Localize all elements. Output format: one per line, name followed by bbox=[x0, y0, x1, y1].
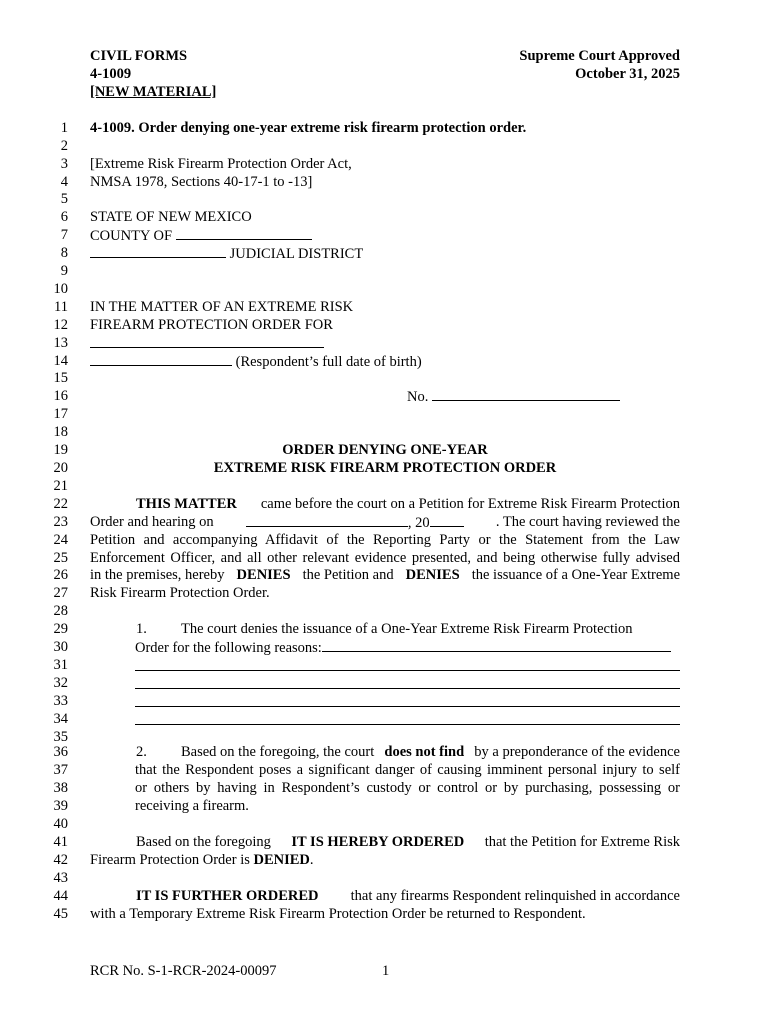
form-title: 4-1009. Order denying one-year extreme risk firearm protection order. bbox=[90, 120, 527, 136]
line-number: 20 bbox=[53, 460, 68, 476]
line-number: 24 bbox=[53, 532, 68, 548]
paragraph-1-line-1 bbox=[90, 495, 680, 513]
line-number: 12 bbox=[53, 317, 68, 333]
county-caption bbox=[90, 226, 312, 245]
forms-category: CIVIL FORMS bbox=[90, 48, 188, 64]
line-number: 34 bbox=[53, 711, 68, 727]
dob-label: (Respondent’s full date of birth) bbox=[235, 354, 422, 370]
line-number: 4 bbox=[60, 174, 68, 190]
line-number: 3 bbox=[60, 156, 68, 172]
reasons-blank-1[interactable] bbox=[322, 638, 671, 652]
p3-text-a: Based on the foregoing bbox=[136, 834, 271, 850]
line-number: 8 bbox=[60, 245, 68, 261]
further-ordered-bold: IT IS FURTHER ORDERED bbox=[136, 888, 319, 904]
case-number-blank[interactable] bbox=[432, 387, 620, 401]
line-number: 13 bbox=[53, 335, 68, 351]
denies-bold-1: DENIES bbox=[236, 567, 291, 583]
line-number: 32 bbox=[53, 675, 68, 691]
p1-text-e: the issuance of a One-Year Extreme bbox=[471, 567, 680, 583]
item-2-line-4: receiving a firearm. bbox=[135, 798, 249, 814]
denies-bold-2: DENIES bbox=[405, 567, 460, 583]
case-number-line bbox=[407, 387, 620, 406]
item-2-line-3: or others by having in Respondent’s custody or control or by purchasing, possessing or bbox=[135, 780, 680, 796]
paragraph-4-line-1 bbox=[136, 887, 680, 905]
line-number: 5 bbox=[60, 191, 68, 207]
county-label: COUNTY OF bbox=[90, 228, 173, 244]
hearing-year-blank[interactable] bbox=[430, 513, 464, 527]
approval-label: Supreme Court Approved bbox=[519, 48, 680, 64]
reasons-blank-4[interactable] bbox=[135, 705, 680, 707]
case-number-label: No. bbox=[407, 389, 429, 405]
line-number: 26 bbox=[53, 567, 68, 583]
matter-line-2: FIREARM PROTECTION ORDER FOR bbox=[90, 317, 333, 333]
rule-number: RCR No. S-1-RCR-2024-00097 bbox=[90, 963, 277, 979]
reasons-blank-3[interactable] bbox=[135, 687, 680, 689]
line-number: 21 bbox=[53, 478, 68, 494]
line-number: 41 bbox=[53, 834, 68, 850]
line-number: 23 bbox=[53, 514, 68, 530]
line-number: 31 bbox=[53, 657, 68, 673]
line-number: 7 bbox=[60, 227, 68, 243]
hereby-ordered-bold: IT IS HEREBY ORDERED bbox=[291, 834, 465, 850]
line-number: 29 bbox=[53, 621, 68, 637]
p3-text-d: Firearm Protection Order is bbox=[90, 852, 250, 868]
line-number: 38 bbox=[53, 780, 68, 796]
state-caption: STATE OF NEW MEXICO bbox=[90, 209, 252, 225]
item-1-number: 1. bbox=[136, 621, 147, 637]
paragraph-1-text-2: . The court having reviewed the bbox=[495, 514, 680, 530]
line-number: 25 bbox=[53, 550, 68, 566]
p4-text-b: that any firearms Respondent relinquished in accordance bbox=[350, 888, 680, 904]
citation-line-1: [Extreme Risk Firearm Protection Order Act, bbox=[90, 156, 352, 172]
line-number: 11 bbox=[54, 299, 68, 315]
line-number: 28 bbox=[53, 603, 68, 619]
item-2-line-2: that the Respondent poses a significant danger of causing imminent personal injury to self bbox=[135, 762, 680, 778]
line-number: 27 bbox=[53, 585, 68, 601]
line-number: 43 bbox=[53, 870, 68, 886]
line-number: 16 bbox=[53, 388, 68, 404]
paragraph-1-line-2 bbox=[90, 513, 680, 532]
hearing-date-blank[interactable] bbox=[246, 513, 408, 527]
line-number: 33 bbox=[53, 693, 68, 709]
item-2-text-c: by a preponderance of the evidence bbox=[474, 744, 680, 760]
paragraph-3-line-2 bbox=[90, 851, 314, 869]
year-prefix: , 20 bbox=[407, 515, 430, 531]
line-number: 35 bbox=[53, 729, 68, 745]
line-number: 22 bbox=[53, 496, 68, 512]
form-header-left bbox=[90, 47, 216, 101]
line-number: 40 bbox=[53, 816, 68, 832]
order-title-line-1: ORDER DENYING ONE-YEAR bbox=[282, 442, 488, 458]
form-header-right bbox=[460, 47, 680, 83]
line-number: 14 bbox=[53, 353, 68, 369]
item-1-line-2 bbox=[135, 638, 671, 657]
line-number: 10 bbox=[53, 281, 68, 297]
district-caption bbox=[90, 244, 363, 263]
county-blank[interactable] bbox=[176, 226, 312, 240]
line-number: 17 bbox=[53, 406, 68, 422]
item-2-text-a: Based on the foregoing, the court bbox=[181, 744, 375, 760]
denied-bold: DENIED bbox=[253, 852, 310, 868]
p1-text-c: the Petition and bbox=[302, 567, 394, 583]
does-not-find-bold: does not find bbox=[384, 744, 465, 760]
line-number: 9 bbox=[60, 263, 68, 279]
line-number: 18 bbox=[53, 424, 68, 440]
p3-period: . bbox=[309, 852, 314, 868]
form-number: 4-1009 bbox=[90, 66, 132, 82]
paragraph-1-line-5 bbox=[90, 566, 680, 584]
paragraph-1-line-3: Petition and accompanying Affidavit of the Reporting Party or the Statement from the Law bbox=[90, 532, 680, 548]
line-number: 15 bbox=[53, 370, 68, 386]
line-number: 37 bbox=[53, 762, 68, 778]
line-number: 6 bbox=[60, 209, 68, 225]
hearing-date-group bbox=[246, 513, 464, 532]
hearing-label: Order and hearing on bbox=[90, 514, 214, 530]
line-number: 42 bbox=[53, 852, 68, 868]
line-number: 39 bbox=[53, 798, 68, 814]
page-number: 1 bbox=[382, 963, 390, 979]
line-number: 2 bbox=[60, 138, 68, 154]
paragraph-3-line-1 bbox=[136, 833, 680, 851]
paragraph-4-line-2: with a Temporary Extreme Risk Firearm Protection Order be returned to Respondent. bbox=[90, 906, 586, 922]
line-number: 30 bbox=[53, 639, 68, 655]
line-number: 44 bbox=[53, 888, 68, 904]
approval-date: October 31, 2025 bbox=[575, 66, 680, 82]
item-2-number: 2. bbox=[136, 744, 147, 760]
paragraph-1-line-4: Enforcement Officer, and all other relevant evidence presented, and being otherwise fully advised bbox=[90, 550, 680, 566]
line-number: 45 bbox=[53, 906, 68, 922]
item-2-line-1 bbox=[181, 743, 680, 761]
p1-text-a: in the premises, hereby bbox=[90, 567, 225, 583]
reasons-label: Order for the following reasons: bbox=[135, 640, 322, 656]
citation-line-2: NMSA 1978, Sections 40-17-1 to -13] bbox=[90, 174, 313, 190]
reasons-blank-2[interactable] bbox=[135, 669, 680, 671]
respondent-name-blank[interactable] bbox=[90, 334, 324, 348]
line-number: 36 bbox=[53, 744, 68, 760]
respondent-name-line bbox=[90, 334, 324, 353]
paragraph-1-line-6: Risk Firearm Protection Order. bbox=[90, 585, 270, 601]
matter-line-1: IN THE MATTER OF AN EXTREME RISK bbox=[90, 299, 354, 315]
district-label: JUDICIAL DISTRICT bbox=[229, 246, 364, 262]
respondent-dob-line bbox=[90, 352, 422, 371]
line-number: 19 bbox=[53, 442, 68, 458]
p3-text-c: that the Petition for Extreme Risk bbox=[484, 834, 680, 850]
reasons-blank-5[interactable] bbox=[135, 723, 680, 725]
district-blank[interactable] bbox=[90, 244, 226, 258]
order-title-line-2: EXTREME RISK FIREARM PROTECTION ORDER bbox=[213, 460, 557, 476]
paragraph-1-text-1: came before the court on a Petition for Extreme Risk Firearm Protection bbox=[260, 496, 680, 512]
respondent-dob-blank[interactable] bbox=[90, 352, 232, 366]
item-1-line-1: The court denies the issuance of a One-Year Extreme Risk Firearm Protection bbox=[181, 621, 633, 637]
this-matter-bold: THIS MATTER bbox=[136, 496, 237, 512]
new-material-tag: [NEW MATERIAL] bbox=[90, 84, 217, 100]
line-number: 1 bbox=[60, 120, 68, 136]
